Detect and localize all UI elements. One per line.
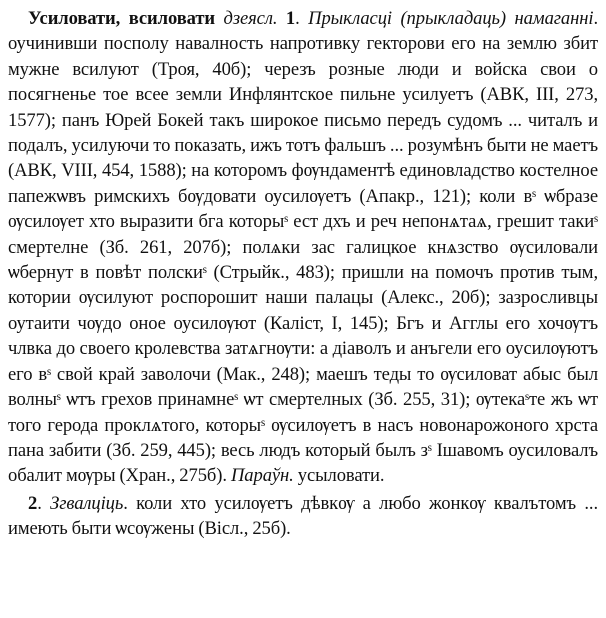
entry-sense-1: Усиловати, всиловати дзеясл. 1. Прыкласці (прыкладаць) намаганні. оучинивши посполу навалность напротивку гекторови его на землю збит мужне всилуют (Троя, 40б); черезъ розные люди и войска свои о посягненье тое всее земли Инфлянтское пильне усилуетъ (АВК, III, 273, 1577); панъ Юрей Бокей такъ широкое письмо передъ судомъ ... читалъ и подалъ, усилуючи то показать, ижъ тотъ фальшъ ... розумѣнъ быти не маетъ (АВК, VIII, 454, 1588); на которомъ фѹндаментѣ единовладство костелное папежѡвъ римскихъ бѹдовати оусилѹетъ (Апакр., 121); коли вˢ ѡбразе ѹсилѹет хто выразити бга которыˢ ест дхъ и реч непонѧтаѧ, грешит такиˢ смертелне (Зб. 261, 207б); полѧки зас галицкое кнѧзство ѹсиловали ѡбернут в повѣт полскиˢ (Стрыйк., 483); пришли на помочъ против тым, котории ѹсилуют роспорошит наши палацы (Алекс., 20б); зазросливцы оутаити чѹдо оное оусилѹют (Каліст, I, 145); Бгъ и Агглы его хочѹтъ члвка до своего кролевства затѧгнѹти: а діаволъ и анъгели его оусилѹютъ его вˢ свой край заволочи (Мак., 248); маешъ теды то ѹсиловат абыс был волныˢ ѡтъ грехов принамнеˢ ѡт смертелных (Зб. 255, 31); ѹтекаˢте жъ ѡт того герода проклѧтого, которыˢ ѹсилѹетъ в насъ новонарожоного хрста пана забити (Зб. 259, 445); весь людъ который былъ зˢ Ішавомъ оусиловалъ обалит мѹры (Хран., 275б). Параўн. усыловати. <box>8 8 599 487</box>
sense-citations: . коли хто усилѹетъ дѣвкѹ а любо жонкѹ квалътомъ ... имеють быти ѡсѹжены (Вісл., 25б). <box>8 492 598 540</box>
sense-number: 2 <box>28 492 38 514</box>
sense-citations: оучинивши посполу навалность напротивку гекторови его на землю збит мужне всилуют (Троя, 40б); черезъ розные люди и войска свои о посягненье тое всее земли Инфлянтское пильне усилуетъ (АВК, III, 273, 1577); панъ Юрей Бокей такъ широкое письмо передъ судомъ ... читалъ и подалъ, усилуючи то показать, ижъ тотъ фальшъ ... розумѣнъ быти не маетъ (АВК, VIII, 454, 1588); на которомъ фѹндаментѣ единовладство костелное папежѡвъ римскихъ бѹдовати оусилѹетъ (Апакр., 121); коли вˢ ѡбразе ѹсилѹет хто выразити бга которыˢ ест дхъ и реч непонѧтаѧ, грешит такиˢ смертелне (Зб. 261, 207б); полѧки зас галицкое кнѧзство ѹсиловали ѡбернут в повѣт полскиˢ (Стрыйк., 483); пришли на помочъ против тым, котории ѹсилуют роспорошит наши палацы (Алекс., 20б); зазросливцы оутаити чѹдо оное оусилѹют (Каліст, I, 145); Бгъ и Агглы его хочѹтъ члвка до своего кролевства затѧгнѹти: а діаволъ и анъгели его оусилѹютъ его вˢ свой край заволочи (Мак., 248); маешъ теды то ѹсиловат абыс был волныˢ ѡтъ грехов принамнеˢ ѡт смертелных (Зб. 255, 31); ѹтекаˢте жъ ѡт того герода проклѧтого, которыˢ ѹсилѹетъ в насъ новонарожоного хрста пана забити (Зб. 259, 445); весь людъ который былъ зˢ Ішавомъ оусиловалъ обалит мѹры (Хран., 275б). <box>8 33 599 487</box>
headword: Усиловати, всиловати <box>28 8 216 29</box>
grammar-label: дзеясл. <box>223 8 278 29</box>
entry-sense-2: 2. Згвалціць. коли хто усилѹетъ дѣвкѹ а любо жонкѹ квалътомъ ... имеють быти ѡсѹжены (Вісл., 25б). <box>8 492 598 540</box>
sense-gloss: Згвалціць <box>50 492 124 514</box>
sense-gloss: Прыкласці (прыкладаць) намаганні <box>308 8 594 29</box>
cross-reference-label: Параўн. <box>230 465 294 487</box>
gloss-period: . <box>593 8 598 29</box>
cross-reference-target: усыловати. <box>293 465 385 487</box>
sense-number: 1 <box>285 8 296 29</box>
